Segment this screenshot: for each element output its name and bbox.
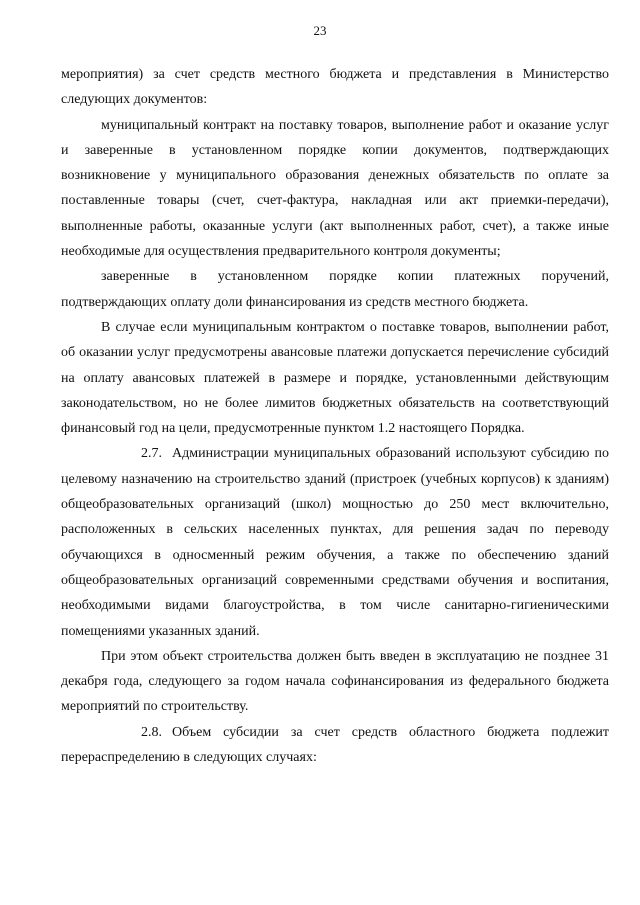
page-number: 23 (313, 23, 327, 38)
paragraph-section-2-7 (61, 441, 609, 643)
paragraph-payment-orders: заверенные в установленном порядке копии платежных поручений, подтверждающих оплату доли финансирования из средств местного бюджета. (61, 269, 609, 310)
paragraph-commissioning-deadline: При этом объект строительства должен быть введен в эксплуатацию не позднее 31 декабря года, следующего за годом начала софинансирования из федерального бюджета мероприятий по строительству. (61, 648, 609, 715)
paragraph-continuation: мероприятия) за счет средств местного бюджета и представления в Министерство следующих документов: (61, 67, 609, 108)
section-2-7-text: Администрации муниципальных образований используют субсидию по целевому назначению на строительство зданий (пристроек (учебных корпусов) к зданиям) общеобразовательных организаций (школ) мощностью до 250 мест включительно, расположенных в сельских населенных пунктах, для решения задач по переводу обучающихся в односменный режим обучения, а также по обеспечению зданий общеобразовательных организаций современными средствами обучения и воспитания, необходимыми видами благоустройства, в том числе санитарно-гигиеническими помещениями указанных зданий. (61, 446, 609, 639)
paragraph-contract-documents: муниципальный контракт на поставку товаров, выполнение работ и оказание услуг и заверенные в установленном порядке копии документов, подтверждающих возникновение у муниципального образования денежных обязательств по оплате за поставленные товары (счет, счет-фактура, накладная или акт приемки-передачи), выполненные работы, оказанные услуги (акт выполненных работ, счет), а также иные необходимые для осуществления предварительного контроля документы; (61, 117, 609, 260)
paragraph-section-2-8 (61, 720, 609, 771)
document-body (61, 62, 609, 770)
section-number-2-8: 2.8. (141, 724, 162, 740)
paragraph-advance-payments: В случае если муниципальным контрактом о поставке товаров, выполнении работ, об оказании услуг предусмотрены авансовые платежи допускается перечисление субсидий на оплату авансовых платежей в размере и порядке, установленными действующим законодательством, но не более лимитов бюджетных обязательств на соответствующий финансовый год на цели, предусмотренные пунктом 1.2 настоящего Порядка. (61, 319, 609, 437)
section-2-8-text: Объем субсидии за счет средств областного бюджета подлежит перераспределению в следующих случаях: (61, 724, 609, 766)
section-number-2-7: 2.7. (141, 446, 162, 462)
